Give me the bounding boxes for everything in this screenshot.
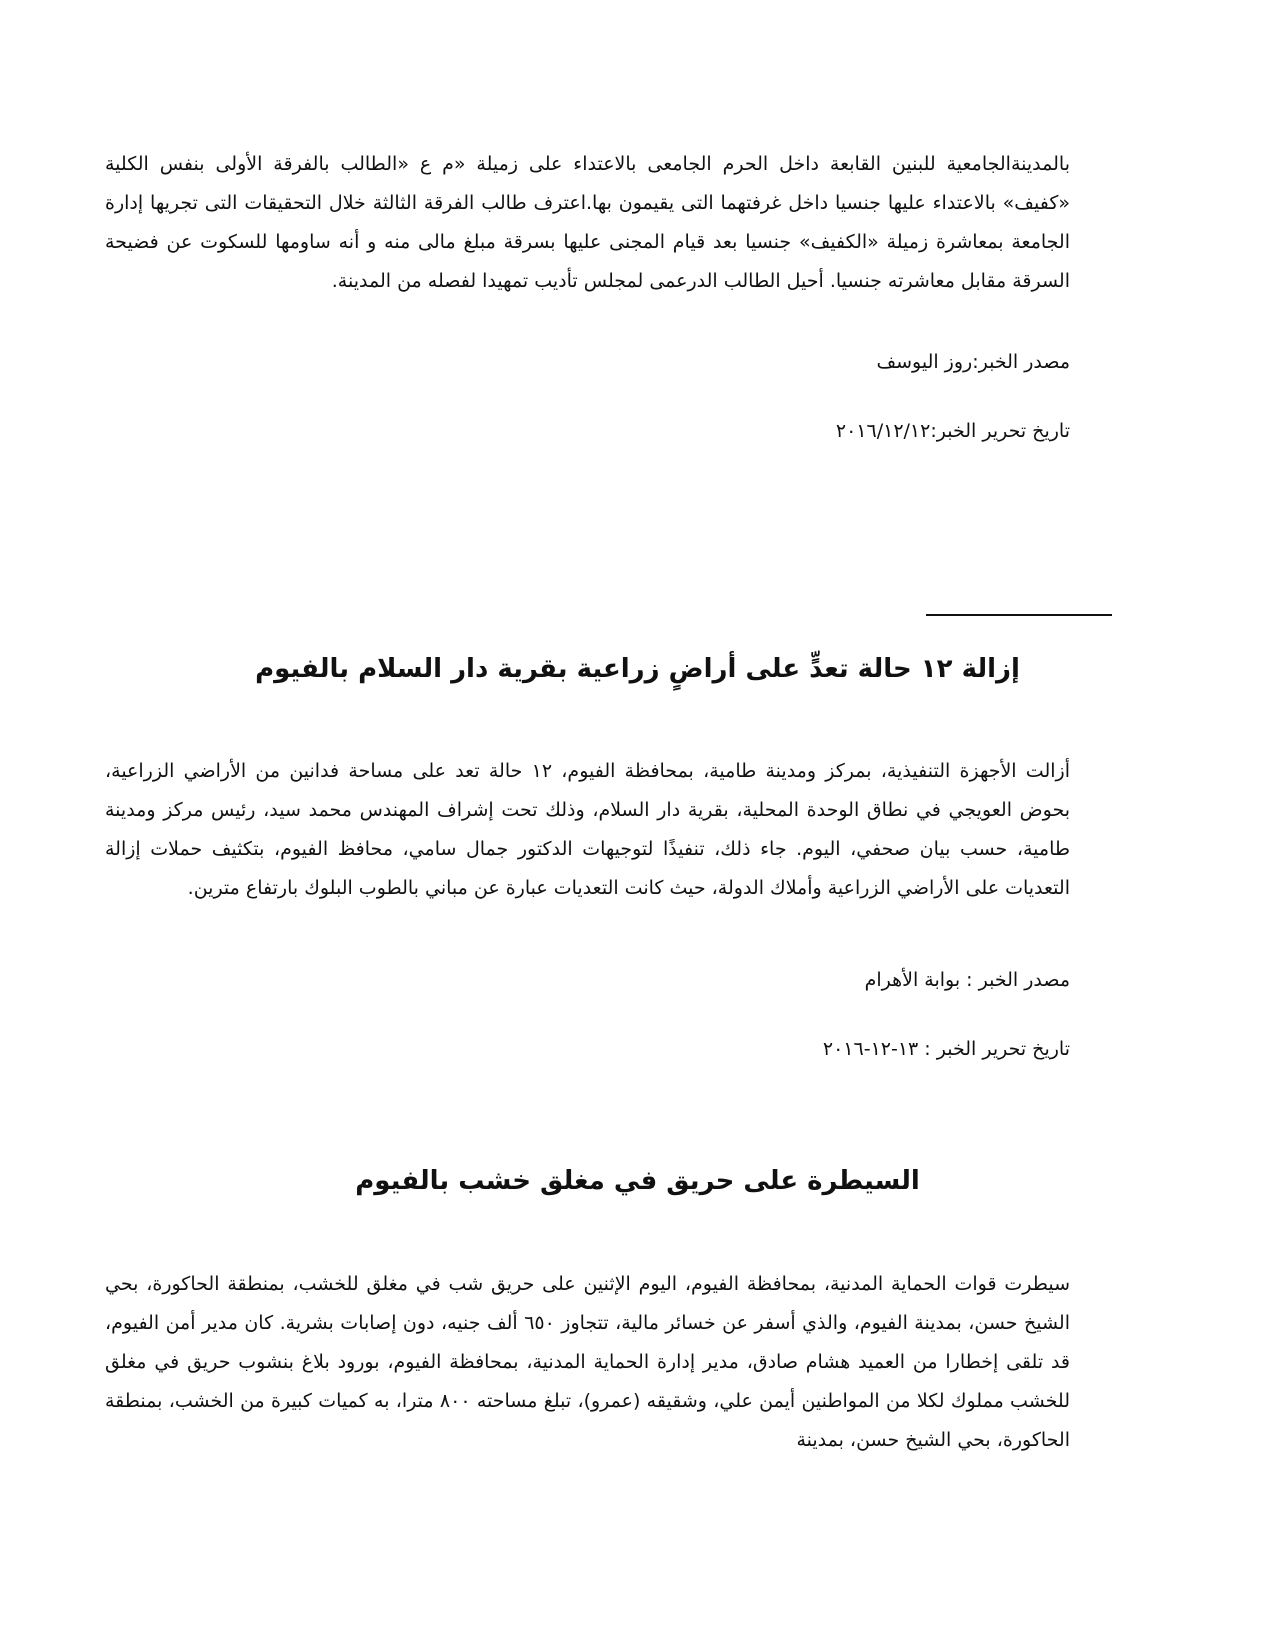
- article-2-date: تاريخ تحرير الخبر : ١٣-١٢-٢٠١٦: [822, 1038, 1070, 1060]
- article-2-source: مصدر الخبر : بوابة الأهرام: [864, 969, 1070, 991]
- article-2-body: أزالت الأجهزة التنفيذية، بمركز ومدينة طامية، بمحافظة الفيوم، ١٢ حالة تعد على مساحة فدانين من الأراضي الزراعية، بحوض العويجي في نطاق الوحدة المحلية، بقرية دار السلام، وذلك تحت إشراف المهندس محمد سيد، رئيس مركز ومدينة طامية، حسب بيان صحفي، اليوم. جاء ذلك، تنفيذًا لتوجيهات الدكتور جمال سامي، محافظ الفيوم، بتكثيف حملات إزالة التعديات على الأراضي الزراعية وأملاك الدولة، حيث كانت التعديات عبارة عن مباني بالطوب البلوك بارتفاع مترين.: [105, 760, 1070, 899]
- article-1-source: مصدر الخبر:روز اليوسف: [876, 351, 1070, 373]
- article-2-headline: إزالة ١٢ حالة تعدٍّ على أراضٍ زراعية بقرية دار السلام بالفيوم: [255, 654, 1020, 684]
- article-3-headline: السيطرة على حريق في مغلق خشب بالفيوم: [355, 1166, 920, 1196]
- article-1-body: بالمدينةالجامعية للبنين القابعة داخل الحرم الجامعى بالاعتداء على زميلة «م ع «الطالب بالفرقة الأولى بنفس الكلية «كفيف» بالاعتداء عليها جنسيا داخل غرفتهما التى يقيمون بها.اعترف طالب الفرقة الثالثة خلال التحقيقات التى تجريها إدارة الجامعة بمعاشرة زميلة «الكفيف» جنسيا بعد قيام المجنى عليها بسرقة مبلغ مالى منه و أنه ساومها للسكوت عن فضيحة السرقة مقابل معاشرته جنسيا. أحيل الطالب الدرعمى لمجلس تأديب تمهيدا لفصله من المدينة.: [105, 153, 1070, 292]
- article-1-date: تاريخ تحرير الخبر:٢٠١٦/١٢/١٢: [835, 420, 1070, 442]
- article-3-body: سيطرت قوات الحماية المدنية، بمحافظة الفيوم، اليوم الإثنين على حريق شب في مغلق للخشب، بمنطقة الحاكورة، بحي الشيخ حسن، بمدينة الفيوم، والذي أسفر عن خسائر مالية، تتجاوز ٦٥٠ ألف جنيه، دون إصابات بشرية. كان مدير أمن الفيوم، قد تلقى إخطارا من العميد هشام صادق، مدير إدارة الحماية المدنية، بمحافظة الفيوم، بورود بلاغ بنشوب حريق في مغلق للخشب مملوك لكلا من المواطنين أيمن علي، وشقيقه (عمرو)، تبلغ مساحته ٨٠٠ مترا، به كميات كبيرة من الخشب، بمنطقة الحاكورة، بحي الشيخ حسن، بمدينة: [105, 1273, 1070, 1451]
- section-divider: [926, 614, 1112, 616]
